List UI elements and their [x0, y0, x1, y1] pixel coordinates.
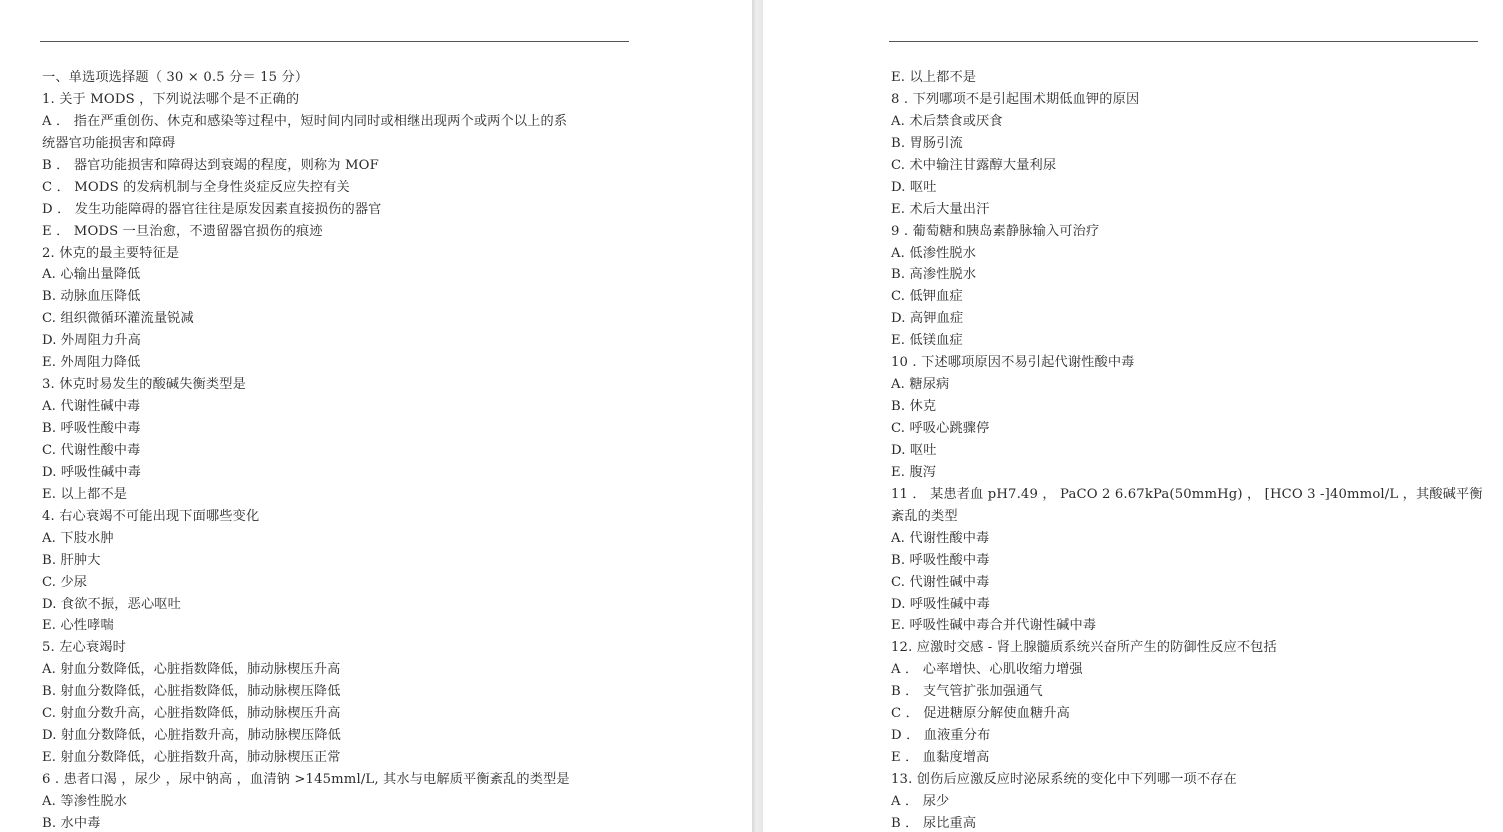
- text-line: 3. 休克时易发生的酸碱失衡类型是: [42, 377, 246, 393]
- text-line: A. 等渗性脱水: [42, 793, 128, 809]
- text-line: A. 下肢水肿: [42, 530, 114, 546]
- text-line: 12. 应激时交感 - 肾上腺髓质系统兴奋所产生的防御性反应不包括: [891, 640, 1277, 656]
- text-line: A ． 指在严重创伤、休克和感染等过程中，短时间内同时或相继出现两个或两个以上的系: [42, 113, 568, 129]
- text-line: E ． MODS 一旦治愈，不遗留器官损伤的痕迹: [42, 223, 323, 239]
- text-line: A ． 尿少: [891, 793, 950, 809]
- text-line: A. 代谢性碱中毒: [42, 399, 141, 415]
- text-line: 9 . 葡萄糖和胰岛素静脉输入可治疗: [891, 223, 1100, 239]
- text-line: 11 ． 某患者血 pH7.49 ， PaCO 2 6.67kPa(50mmHg) ， [HCO 3 -]40mmol/L ，其酸碱平衡: [891, 486, 1483, 502]
- document-page-right: [763, 0, 1503, 832]
- text-line: C. 呼吸心跳骤停: [891, 421, 990, 436]
- text-line: D. 高钾血症: [891, 311, 964, 327]
- text-line: B. 休克: [891, 399, 937, 415]
- text-line: C ． 促进糖原分解使血糖升高: [891, 706, 1070, 722]
- text-line: E. 外周阻力降低: [42, 355, 141, 371]
- header-rule: [889, 41, 1478, 42]
- text-line: C. 少尿: [42, 574, 88, 590]
- text-line: E. 射血分数降低，心脏指数升高，肺动脉楔压正常: [42, 750, 341, 766]
- text-line: D. 射血分数降低，心脏指数升高，肺动脉楔压降低: [42, 728, 342, 744]
- text-line: E ． 血黏度增高: [891, 750, 990, 766]
- text-line: 10 . 下述哪项原因不易引起代谢性酸中毒: [891, 355, 1135, 371]
- text-line: D. 呼吸性碱中毒: [891, 596, 990, 612]
- text-line: 8 . 下列哪项不是引起围术期低血钾的原因: [891, 91, 1140, 107]
- text-line: E. 低镁血症: [891, 333, 963, 349]
- text-line: B. 肝肿大: [42, 552, 101, 568]
- text-line: E. 以上都不是: [42, 486, 128, 502]
- text-line: D ． 发生功能障碍的器官往往是原发因素直接损伤的器官: [42, 201, 382, 217]
- text-line: C. 术中输注甘露醇大量利尿: [891, 157, 1057, 173]
- text-line: 2. 休克的最主要特征是: [42, 245, 180, 261]
- text-line: A. 代谢性酸中毒: [891, 530, 990, 546]
- text-line: 5. 左心衰竭时: [42, 640, 126, 656]
- text-line: D ． 血液重分布: [891, 728, 991, 744]
- text-line: E. 呼吸性碱中毒合并代谢性碱中毒: [891, 618, 1097, 634]
- text-line: B. 呼吸性酸中毒: [42, 421, 141, 436]
- text-line: E. 术后大量出汗: [891, 201, 990, 217]
- text-line: B. 射血分数降低，心脏指数降低，肺动脉楔压降低: [42, 684, 341, 700]
- text-line: B ． 尿比重高: [891, 815, 977, 831]
- text-column: [42, 67, 632, 832]
- text-line: 统器官功能损害和障碍: [42, 135, 176, 151]
- header-rule: [40, 41, 629, 42]
- text-line: C. 射血分数升高，心脏指数降低，肺动脉楔压升高: [42, 706, 341, 722]
- page-gutter: [752, 0, 763, 832]
- text-line: C. 代谢性酸中毒: [42, 442, 141, 458]
- text-line: E. 心性哮喘: [42, 618, 114, 634]
- text-line: 4. 右心衰竭不可能出现下面哪些变化: [42, 508, 260, 524]
- text-line: 6 . 患者口渴 ，尿少 ，尿中钠高 ，血清钠 >145mml/L, 其水与电解质平衡紊乱的类型是: [42, 772, 570, 787]
- text-line: A. 射血分数降低，心脏指数降低，肺动脉楔压升高: [42, 662, 341, 678]
- text-column: [891, 67, 1491, 832]
- text-line: E. 以上都不是: [891, 70, 977, 85]
- text-line: D. 呕吐: [891, 442, 937, 458]
- text-line: A ． 心率增快、心肌收缩力增强: [891, 662, 1083, 678]
- text-line: 1. 关于 MODS ，下列说法哪个是不正确的: [42, 91, 300, 107]
- text-line: D. 呼吸性碱中毒: [42, 464, 141, 480]
- text-line: A. 心输出量降低: [42, 267, 141, 283]
- text-line: C. 组织微循环灌流量锐减: [42, 311, 194, 327]
- text-line: D. 食欲不振，恶心呕吐: [42, 596, 181, 612]
- text-line: A. 低渗性脱水: [891, 245, 977, 261]
- text-line: 一、单选项选择题（ 30 × 0.5 分＝ 15 分）: [42, 70, 309, 85]
- text-line: D. 呕吐: [891, 179, 937, 195]
- text-line: C ． MODS 的发病机制与全身性炎症反应失控有关: [42, 179, 350, 195]
- text-line: B. 动脉血压降低: [42, 289, 141, 305]
- text-line: D. 外周阻力升高: [42, 333, 141, 349]
- text-line: B. 水中毒: [42, 815, 101, 831]
- text-line: A. 糖尿病: [891, 377, 950, 393]
- text-line: C. 低钾血症: [891, 289, 963, 305]
- text-line: B ． 支气管扩张加强通气: [891, 684, 1043, 700]
- text-line: A. 术后禁食或厌食: [891, 113, 1003, 129]
- text-line: C. 代谢性碱中毒: [891, 574, 990, 590]
- text-line: B. 高渗性脱水: [891, 267, 977, 283]
- text-line: E. 腹泻: [891, 464, 937, 480]
- text-line: B ． 器官功能损害和障碍达到衰竭的程度，则称为 MOF: [42, 157, 379, 173]
- text-line: 紊乱的类型: [891, 508, 958, 524]
- text-line: B. 呼吸性酸中毒: [891, 552, 990, 568]
- text-line: B. 胃肠引流: [891, 135, 963, 151]
- text-line: 13. 创伤后应激反应时泌尿系统的变化中下列哪一项不存在: [891, 772, 1237, 787]
